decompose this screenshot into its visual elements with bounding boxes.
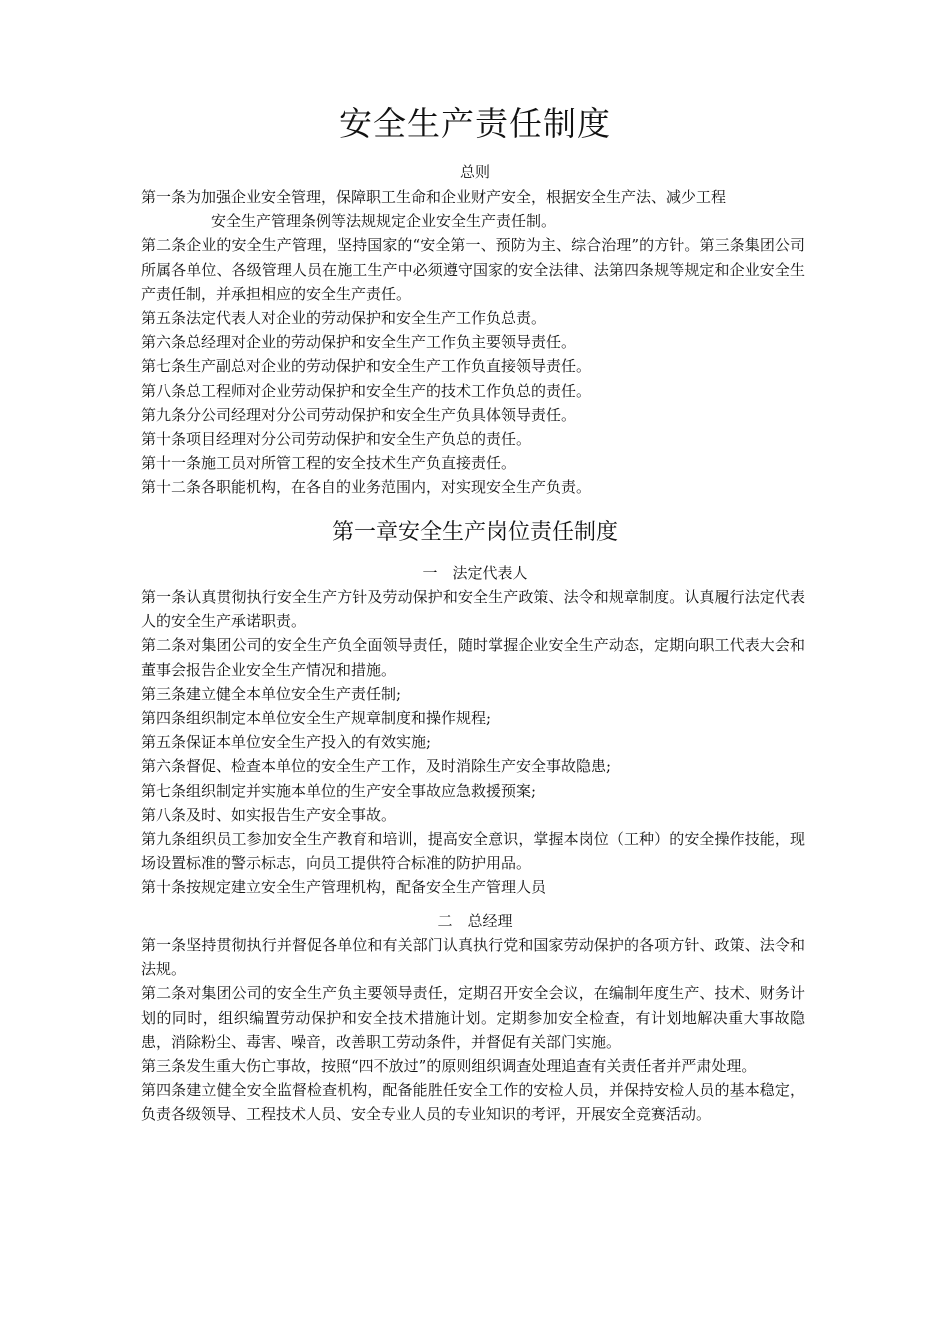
paragraph: 第二条企业的安全生产管理，坚持国家的“安全第一、预防为主、综合治理”的方针。第三条集团公司所属各单位、各级管理人员在施工生产中必须遵守国家的安全法律、法第四条规等规定和企业安全生产责任制，并承担相应的安全生产责任。 (141, 236, 805, 303)
paragraph: 第五条保证本单位安全生产投入的有效实施; (141, 733, 432, 752)
section-heading-general-manager: 二 总经理 (437, 912, 513, 930)
paragraph: 第三条发生重大伤亡事故，按照“四不放过”的原则组织调查处理追查有关责任者并严肃处理。 (141, 1057, 757, 1076)
section1-articles (141, 585, 805, 900)
paragraph: 第五条法定代表人对企业的劳动保护和安全生产工作负总责。 (141, 309, 547, 328)
paragraph: 第六条总经理对企业的劳动保护和安全生产工作负主要领导责任。 (141, 333, 577, 352)
general-articles (141, 185, 805, 500)
paragraph: 第七条组织制定并实施本单位的生产安全事故应急救援预案; (141, 781, 537, 800)
paragraph: 第八条总工程师对企业劳动保护和安全生产的技术工作负总的责任。 (141, 381, 592, 400)
paragraph: 第九条组织员工参加安全生产教育和培训，提高安全意识，掌握本岗位（工种）的安全操作技能，现场设置标准的警示标志，向员工提供符合标准的防护用品。 (141, 830, 805, 873)
paragraph: 第十二条各职能机构，在各自的业务范围内，对实现安全生产负责。 (141, 478, 592, 497)
document-title: 安全生产责任制度 (339, 104, 611, 143)
paragraph: 第四条建立健全安全监督检查机构，配备能胜任安全工作的安检人员，并保持安检人员的基本稳定，负责各级领导、工程技术人员、安全专业人员的专业知识的考评，开展安全竞赛活动。 (141, 1081, 805, 1124)
general-heading: 总则 (459, 163, 490, 181)
chapter-heading: 第一章安全生产岗位责任制度 (331, 520, 618, 545)
paragraph: 第八条及时、如实报告生产安全事故。 (141, 805, 397, 824)
paragraph: 第十一条施工员对所管工程的安全技术生产负直接责任。 (141, 454, 517, 473)
paragraph: 第一条坚持贯彻执行并督促各单位和有关部门认真执行党和国家劳动保护的各项方针、政策、法令和法规。 (141, 936, 805, 979)
paragraph: 第一条认真贯彻执行安全生产方针及劳动保护和安全生产政策、法令和规章制度。认真履行法定代表人的安全生产承诺职责。 (141, 588, 805, 631)
paragraph: 第二条对集团公司的安全生产负全面领导责任，随时掌握企业安全生产动态，定期向职工代表大会和董事会报告企业安全生产情况和措施。 (141, 636, 805, 679)
paragraph: 第九条分公司经理对分公司劳动保护和安全生产负具体领导责任。 (141, 405, 577, 424)
paragraph: 第七条生产副总对企业的劳动保护和安全生产工作负直接领导责任。 (141, 357, 592, 376)
paragraph: 安全生产管理条例等法规规定企业安全生产责任制。 (211, 212, 557, 231)
paragraph: 第十条按规定建立安全生产管理机构，配备安全生产管理人员 (141, 878, 547, 897)
section-heading-legal-rep: 一 法定代表人 (422, 564, 528, 582)
paragraph: 第二条对集团公司的安全生产负主要领导责任，定期召开安全会议，在编制年度生产、技术、财务计划的同时，组织编置劳动保护和安全技术措施计划。定期参加安全检查，有计划地解决重大事故隐患，消除粉尘、毒害、噪音，改善职工劳动条件，并督促有关部门实施。 (141, 984, 805, 1051)
paragraph: 第一条为加强企业安全管理，保障职工生命和企业财产安全，根据安全生产法、减少工程 (141, 188, 727, 206)
paragraph: 第三条建立健全本单位安全生产责任制; (141, 684, 402, 703)
paragraph: 第十条项目经理对分公司劳动保护和安全生产负总的责任。 (141, 430, 532, 449)
paragraph: 第六条督促、检查本单位的安全生产工作，及时消除生产安全事故隐患; (141, 757, 612, 776)
paragraph: 第四条组织制定本单位安全生产规章制度和操作规程; (141, 709, 492, 728)
section2-articles (141, 933, 805, 1127)
